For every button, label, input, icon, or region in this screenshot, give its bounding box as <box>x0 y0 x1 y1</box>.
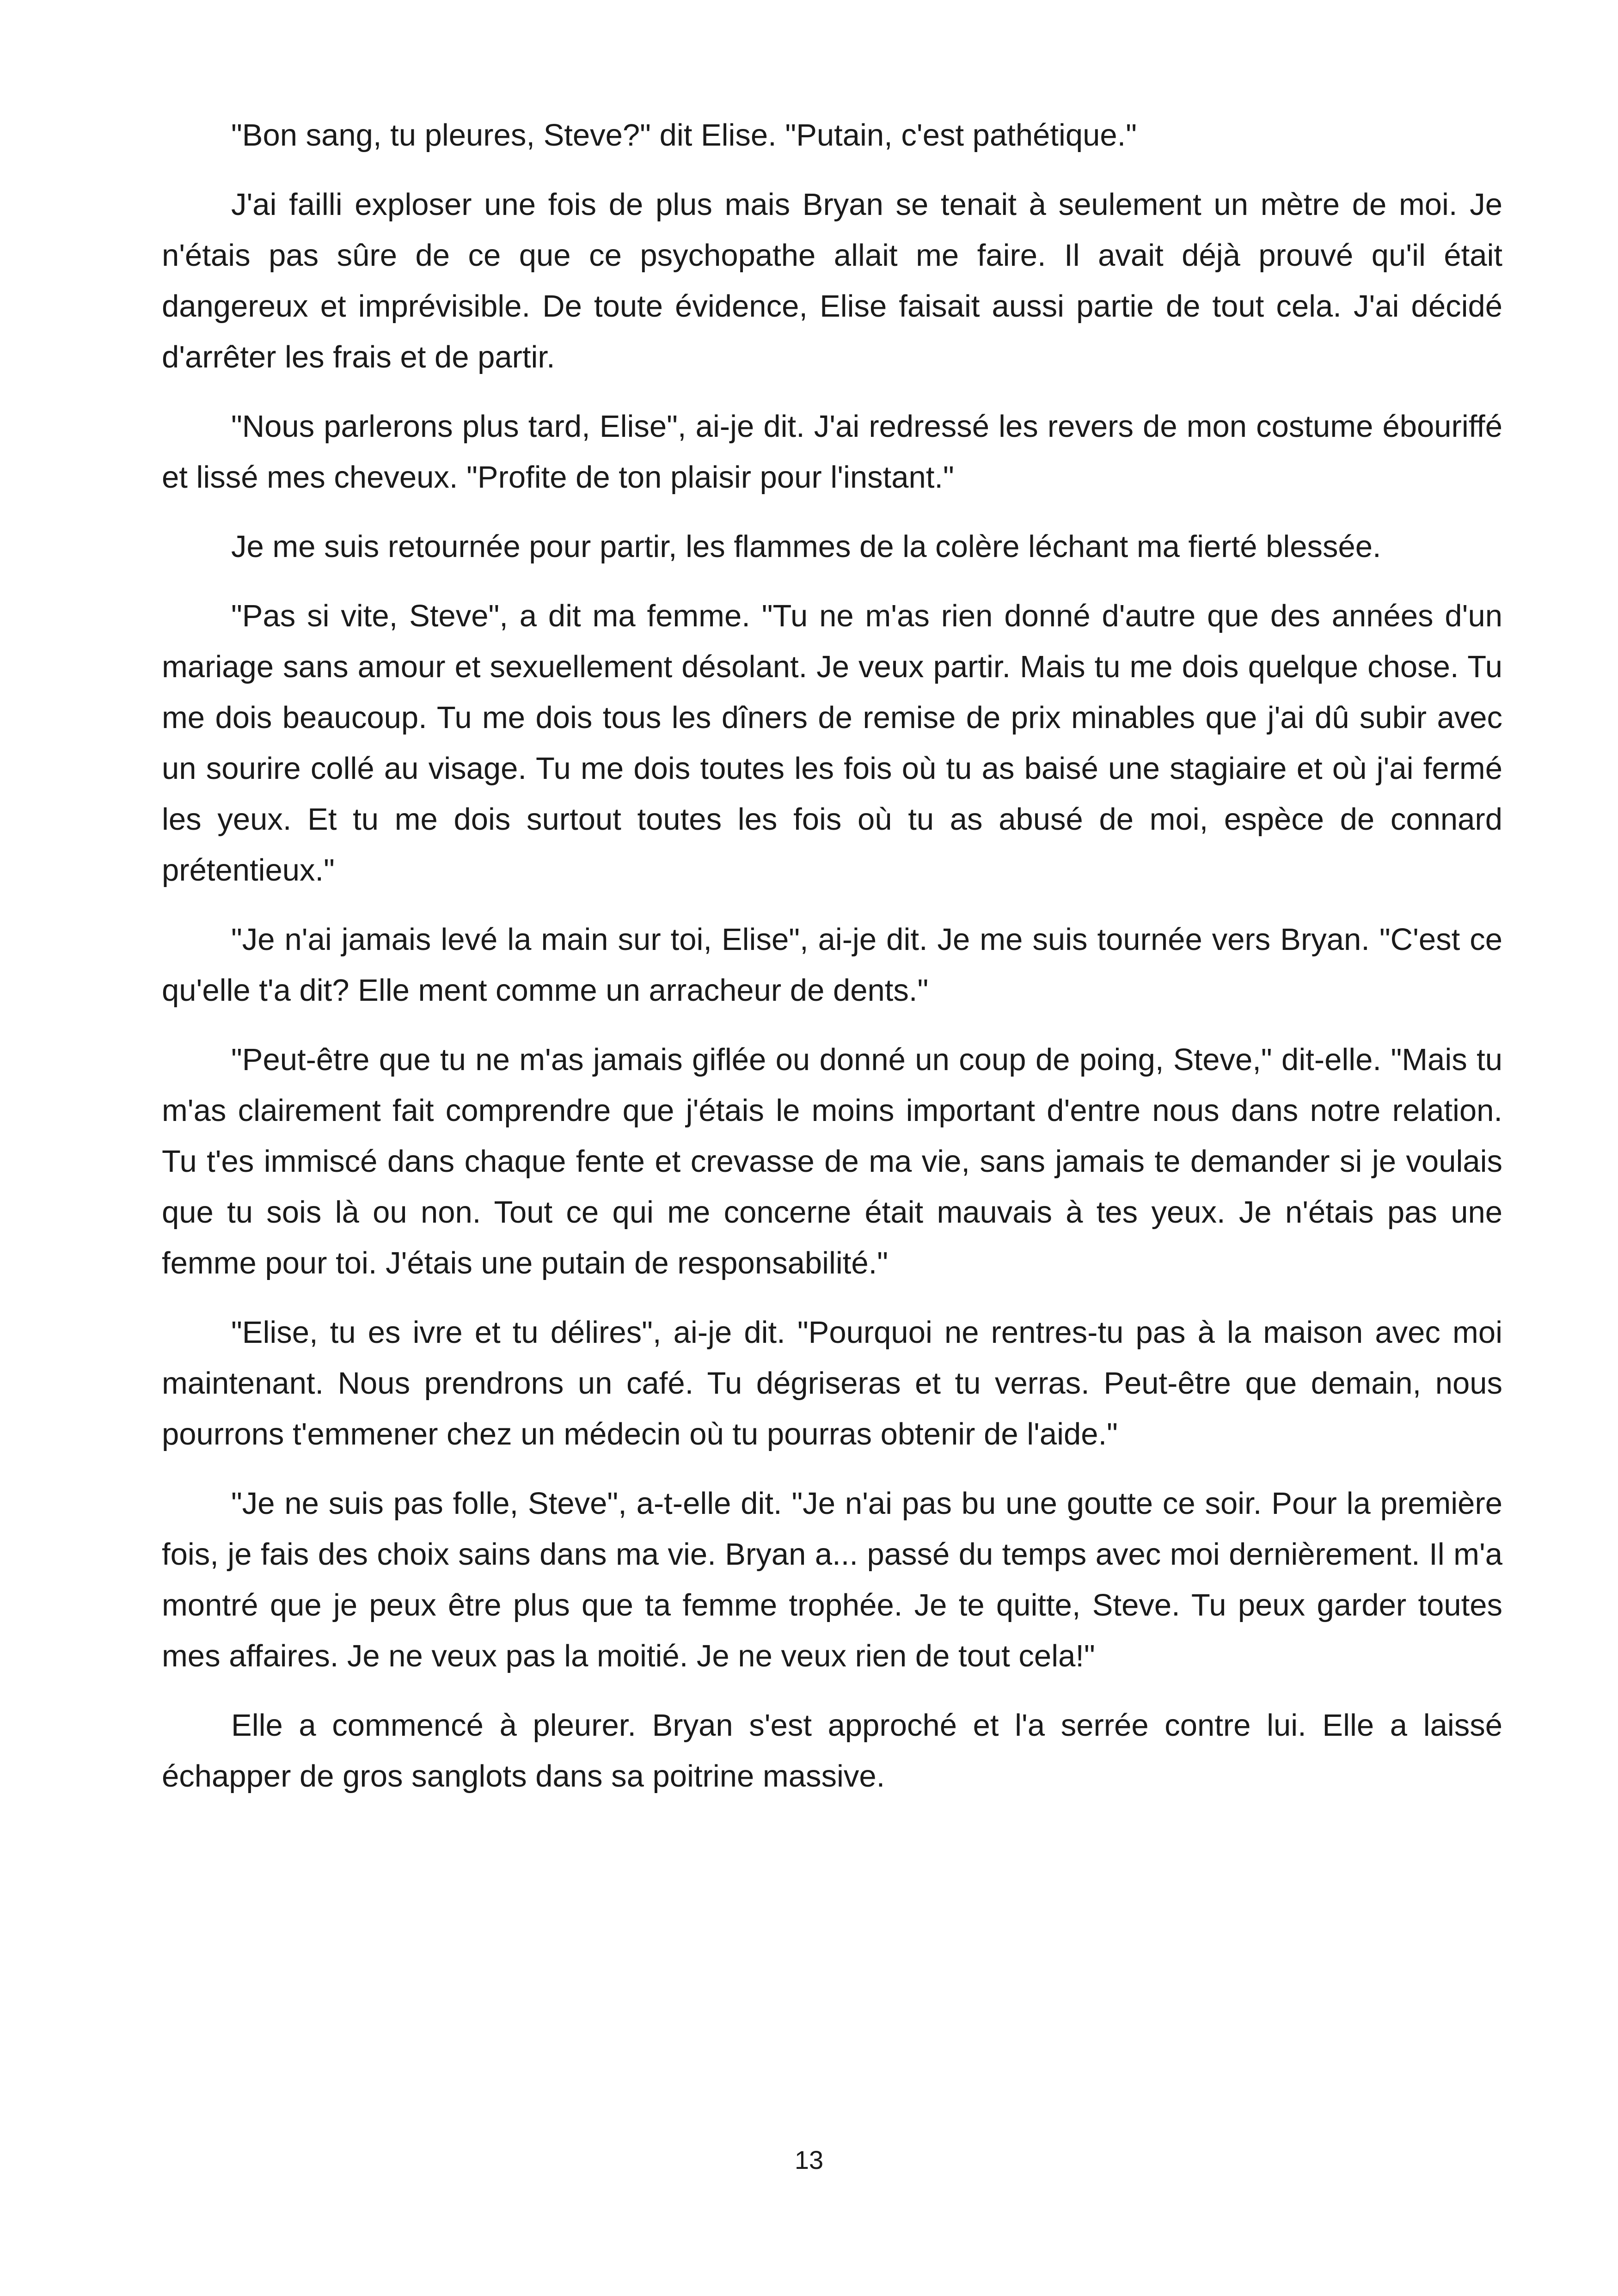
paragraph-7: "Peut-être que tu ne m'as jamais giflée ou donné un coup de poing, Steve," dit-elle. "Mais tu m'as clairement fait comprendre que j'étais le moins important d'entre nous dans notre relation. Tu t'es immiscé dans chaque fente et crevasse de ma vie, sans jamais te demander si je voulais que tu sois là ou non. Tout ce qui me concerne était mauvais à tes yeux. Je n'étais pas une femme pour toi. J'étais une putain de responsabilité." <box>162 1042 1502 1280</box>
page-number: 13 <box>794 2145 824 2174</box>
paragraph-3: "Nous parlerons plus tard, Elise", ai-je dit. J'ai redressé les revers de mon costume ébouriffé et lissé mes cheveux. "Profite de ton plaisir pour l'instant." <box>162 409 1502 495</box>
body-text <box>162 110 1502 1820</box>
paragraph-5: "Pas si vite, Steve", a dit ma femme. "Tu ne m'as rien donné d'autre que des années d'un mariage sans amour et sexuellement désolant. Je veux partir. Mais tu me dois quelque chose. Tu me dois beaucoup. Tu me dois tous les dîners de remise de prix minables que j'ai dû subir avec un sourire collé au visage. Tu me dois toutes les fois où tu as baisé une stagiaire et où j'ai fermé les yeux. Et tu me dois surtout toutes les fois où tu as abusé de moi, espèce de connard prétentieux." <box>162 599 1502 888</box>
paragraph-9: "Je ne suis pas folle, Steve", a-t-elle dit. "Je n'ai pas bu une goutte ce soir. Pour la première fois, je fais des choix sains dans ma vie. Bryan a... passé du temps avec moi dernièrement. Il m'a montré que je peux être plus que ta femme trophée. Je te quitte, Steve. Tu peux garder toutes mes affaires. Je ne veux pas la moitié. Je ne veux rien de tout cela!" <box>162 1486 1502 1673</box>
paragraph-1: "Bon sang, tu pleures, Steve?" dit Elise. "Putain, c'est pathétique." <box>231 118 1137 153</box>
paragraph-4: Je me suis retournée pour partir, les flammes de la colère léchant ma fierté blessée. <box>231 529 1381 564</box>
paragraph-8: "Elise, tu es ivre et tu délires", ai-je dit. "Pourquoi ne rentres-tu pas à la maison avec moi maintenant. Nous prendrons un café. Tu dégriseras et tu verras. Peut-être que demain, nous pourrons t'emmener chez un médecin où tu pourras obtenir de l'aide." <box>162 1315 1502 1451</box>
paragraph-10: Elle a commencé à pleurer. Bryan s'est approché et l'a serrée contre lui. Elle a laissé échapper de gros sanglots dans sa poitrine massive. <box>162 1708 1502 1794</box>
paragraph-6: "Je n'ai jamais levé la main sur toi, Elise", ai-je dit. Je me suis tournée vers Bryan. "C'est ce qu'elle t'a dit? Elle ment comme un arracheur de dents." <box>162 922 1502 1008</box>
paragraph-2: J'ai failli exploser une fois de plus mais Bryan se tenait à seulement un mètre de moi. Je n'étais pas sûre de ce que ce psychopathe allait me faire. Il avait déjà prouvé qu'il était dangereux et imprévisible. De toute évidence, Elise faisait aussi partie de tout cela. J'ai décidé d'arrêter les frais et de partir. <box>162 187 1502 374</box>
